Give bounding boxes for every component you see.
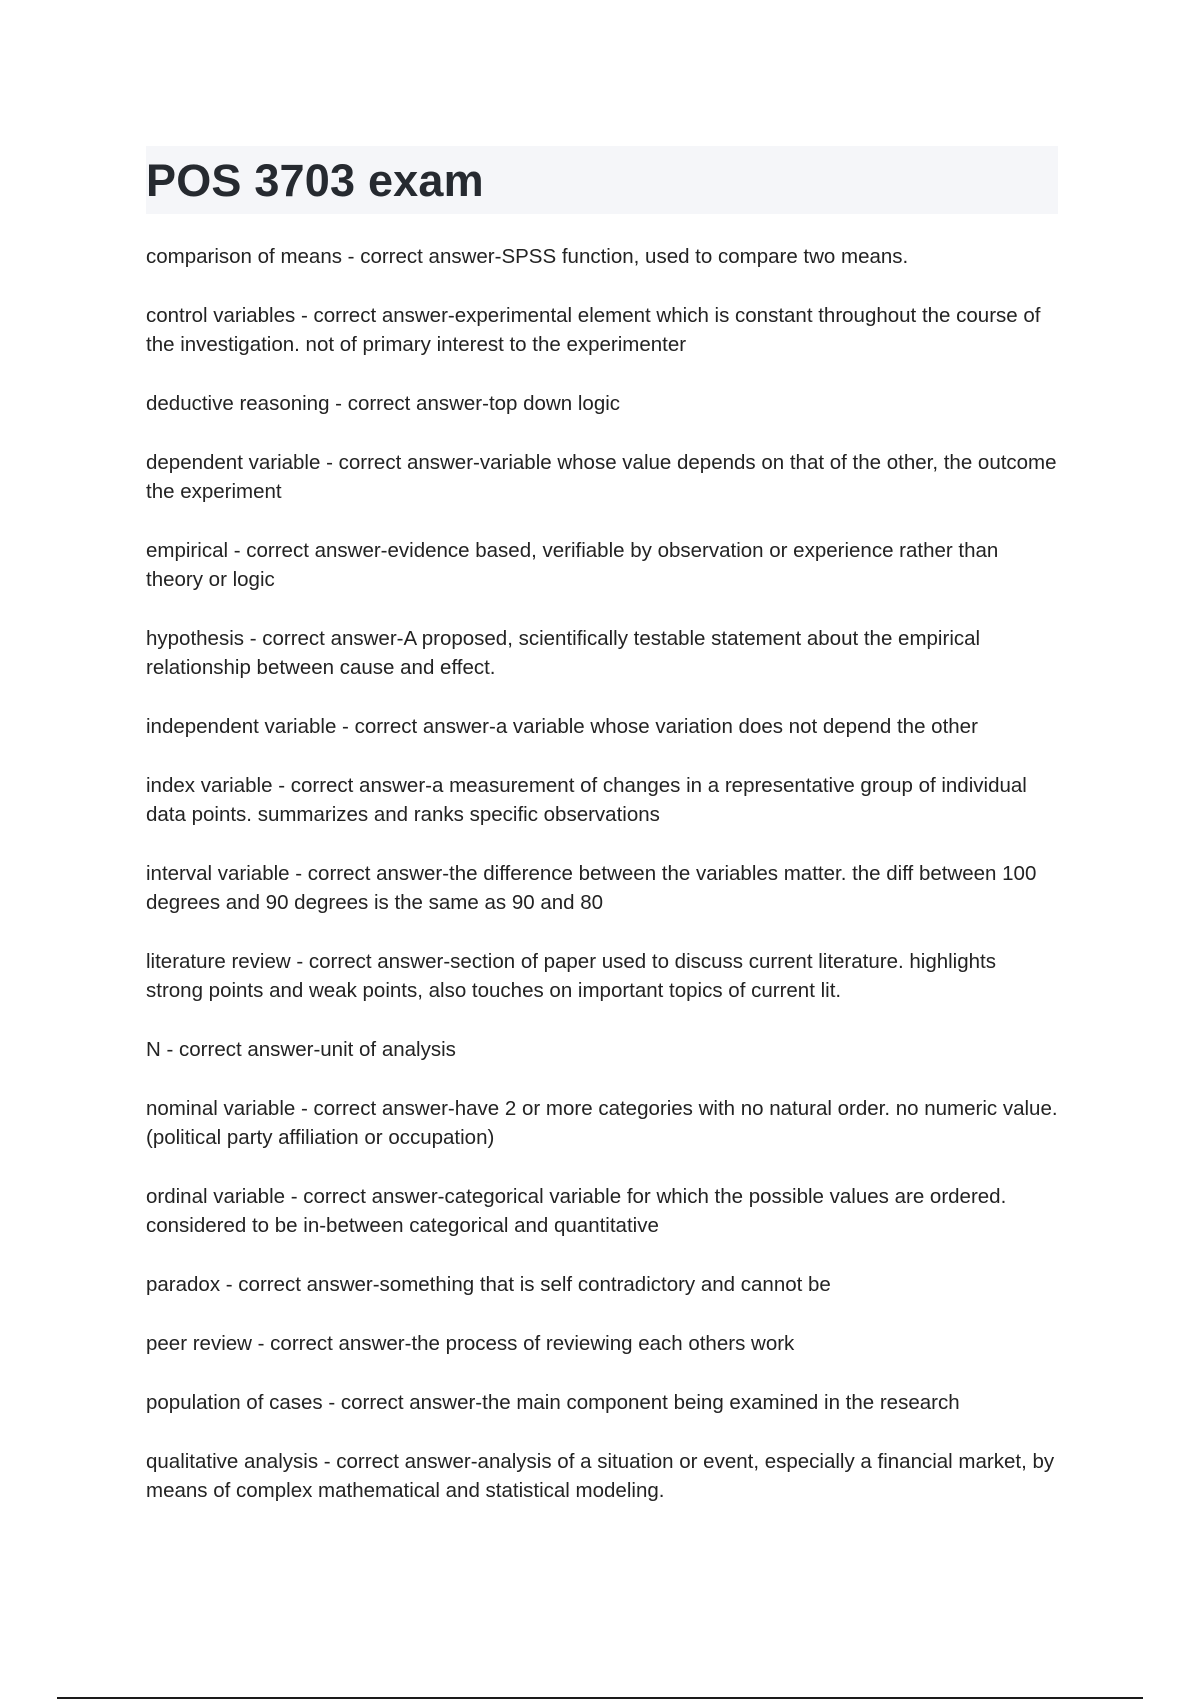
entry-population-of-cases: population of cases - correct answer-the main component being examined in the research — [146, 1391, 960, 1414]
entry-control-variables: control variables - correct answer-experimental element which is constant throughout the course of the investigation. not of primary interest to the experimenter — [146, 304, 1041, 356]
entry-empirical: empirical - correct answer-evidence based, verifiable by observation or experience rather than theory or logic — [146, 539, 999, 591]
entry-qualitative-analysis: qualitative analysis - correct answer-analysis of a situation or event, especially a financial market, by means of complex mathematical and statistical modeling. — [146, 1450, 1055, 1502]
entry-deductive-reasoning: deductive reasoning - correct answer-top down logic — [146, 392, 621, 415]
entry-interval-variable: interval variable - correct answer-the difference between the variables matter. the diff between 100 degrees and 90 degrees is the same as 90 and 80 — [146, 862, 1037, 914]
entry-literature-review: literature review - correct answer-section of paper used to discuss current literature. highlights strong points and weak points, also touches on important topics of current lit. — [146, 950, 996, 1002]
entry-ordinal-variable: ordinal variable - correct answer-categorical variable for which the possible values are ordered. considered to be in-between categorical and quantitative — [146, 1185, 1007, 1237]
entry-index-variable: index variable - correct answer-a measurement of changes in a representative group of individual data points. summarizes and ranks specific observations — [146, 774, 1027, 826]
entry-dependent-variable: dependent variable - correct answer-variable whose value depends on that of the other, the outcome the experiment — [146, 451, 1057, 503]
entry-n: N - correct answer-unit of analysis — [146, 1038, 456, 1061]
page-title: POS 3703 exam — [146, 154, 484, 206]
entry-comparison-of-means: comparison of means - correct answer-SPSS function, used to compare two means. — [146, 245, 909, 268]
footer-divider — [57, 1697, 1143, 1699]
entry-independent-variable: independent variable - correct answer-a variable whose variation does not depend the other — [146, 715, 978, 738]
entry-list — [146, 242, 1058, 1505]
title-band — [146, 146, 1058, 214]
entry-peer-review: peer review - correct answer-the process of reviewing each others work — [146, 1332, 795, 1355]
entry-hypothesis: hypothesis - correct answer-A proposed, scientifically testable statement about the empirical relationship between cause and effect. — [146, 627, 981, 679]
entry-paradox: paradox - correct answer-something that is self contradictory and cannot be — [146, 1273, 831, 1296]
document-page — [146, 146, 1058, 1535]
entry-nominal-variable: nominal variable - correct answer-have 2 or more categories with no natural order. no numeric value. (political party affiliation or occupation) — [146, 1097, 1058, 1149]
